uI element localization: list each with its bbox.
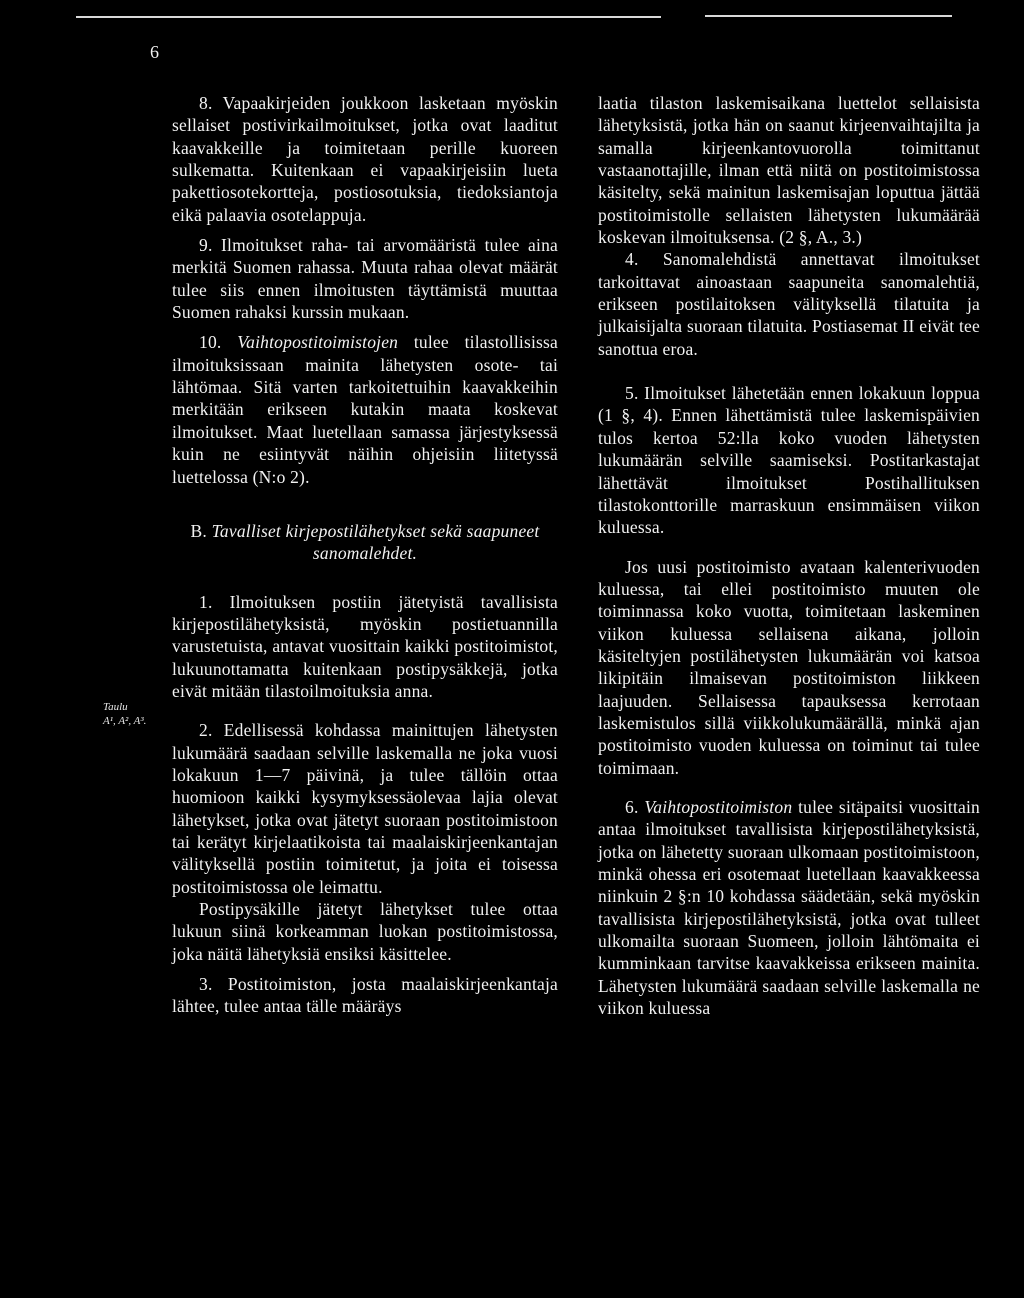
paragraph-2-continued: Postipysäkille jätetyt lähetykset tulee ottaa lukuun siinä korkeamman luokan postitoimistossa, joka näitä lähetyksiä ensiksi käsittelee. [172, 899, 558, 964]
paragraph-1: 1. Ilmoituksen postiin jätetyistä tavallisista kirjepostilähetyksistä, myöskin postietuannilla varustetuista, antavat vuosittain kaikki postitoimistot, lukuunottamatta kuitenkaan postipysäkkejä, jotka eivät mitään tilastoilmoituksia anna. [172, 591, 558, 701]
paragraph-6-text: tulee sitäpaitsi vuosittain antaa ilmoitukset tavallisista kirjepostilähetyksistä, jotka on lähetetty suoraan ulkomaan postitoimistoon, minkä ohessa eri osotemaat luetellaan kaavakkeessa niinkuin 2 §:n 10 kohdassa säädetään, sekä myöskin tavallisista kirjepostilähetyksistä, jotka ovat tulleet ulkomailta suoraan Suomeen, jolloin lähtömaita ei kumminkaan tarvitse kaavakkeissa erikseen mainita. Lähetysten lukumäärä saadaan selville laskemalla ne viikon kuluessa [598, 796, 980, 1019]
paragraph-10-term: Vaihtopostitoimistojen [237, 332, 399, 353]
paragraph-5-continued: Jos uusi postitoimisto avataan kalenterivuoden kuluessa, tai ellei postitoimisto muuten ole toiminnassa koko vuotta, toimitetaan laskeminen viikon kuluessa sellaisena aikana, jolloin käsiteltyjen postilähetysten lukumäärän voi katsoa likipitäin ilmaisevan postitoimiston liikkeen laajuuden. Sellaisessa tapauksessa kerrotaan laskemistulos sillä viikkolukumäärällä, minkä ajan postitoimisto vuoden kuluessa on toiminut tai tulee toimimaan. [598, 556, 980, 778]
paragraph-6-term: Vaihtopostitoimiston [644, 796, 793, 817]
paragraph-10 [172, 331, 558, 487]
paragraph-10-text: tulee tilastollisissa ilmoituksissaan mainita lähetysten osote- tai lähtömaa. Sitä varten tarkoitettuihin kaavakkeihin merkitään erikseen kutakin maata koskevat ilmoitukset. Maat luetellaan samassa järjestyksessä kuin ne esiintyvät näihin ohjeisiin liitetyssä luettelossa (N:o 2). [172, 332, 559, 487]
right-column [598, 92, 980, 1019]
top-rule-right [705, 15, 952, 17]
left-column [172, 92, 558, 1018]
paragraph-9: 9. Ilmoitukset raha- tai arvomääristä tulee aina merkitä Suomen rahassa. Muuta rahaa olevat määrät tulee siis ennen ilmoitusten täyttämistä muuttaa Suomen rahaksi kurssin mukaan. [172, 235, 558, 323]
margin-note [103, 700, 146, 728]
paragraph-3: 3. Postitoimiston, josta maalaiskirjeenkantaja lähtee, tulee antaa tälle määräys [172, 974, 558, 1017]
paragraph-10-number: 10. [199, 332, 222, 353]
section-heading-letter: B. [190, 520, 207, 541]
paragraph-5: 5. Ilmoitukset lähetetään ennen lokakuun loppua (1 §, 4). Ennen lähettämistä tulee laskemispäivien tulos kertoa 52:lla koko vuoden lähetysten lukumäärän selville saamiseksi. Postitarkastajat lähettävät ilmoitukset Postihallituksen tilastokonttorille marraskuun ensimmäisen viikon kuluessa. [598, 383, 980, 538]
paragraph-4: 4. Sanomalehdistä annettavat ilmoitukset tarkoittavat ainoastaan saapuneita sanomalehtiä, erikseen postilaitoksen välityksellä tilatuita ja julkaisijalta suoraan tilatuita. Postiasemat II eivät tee sanottua eroa. [598, 249, 980, 359]
paragraph-8: 8. Vapaakirjeiden joukkoon lasketaan myöskin sellaiset postivirkailmoitukset, jotka ovat laaditut kaavakkeille ja toimitetaan perille kuoreen sulkematta. Kuitenkaan ei vapaakirjeisiin lueta pakettiosotekortteja, postiosotuksia, tiedoksiantoja eikä palaavia osotelappuja. [172, 93, 558, 225]
section-heading [172, 520, 558, 565]
paragraph-2: 2. Edellisessä kohdassa mainittujen lähetysten lukumäärä saadaan selville laskemalla ne joka vuosi lokakuun 1—7 päivinä, ja tulee tällöin ottaa huomioon kaikki kysymyksessäolevaa lajia olevat lähetykset, jotka ovat jätetyt suoraan postitoimistoon tai kerätyt kirjelaatikoista tai maalaiskirjeenkantajan välityksellä postiin toimitetut, ja joita ei toisessa postitoimistossa ole leimattu. [172, 720, 558, 897]
top-rule-left [76, 16, 661, 18]
paragraph-6-number: 6. [625, 796, 639, 817]
margin-note-forms: A¹, A², A³. [103, 715, 147, 727]
paragraph-3-continued: laatia tilaston laskemisaikana luettelot sellaisista lähetyksistä, jotka hän on saanut kirjeenvaihtajilta ja samalla kirjeenkantovuorolla toimittanut vastaanottajille, ilman että niitä on postitoimistossa käsitelty, sekä mainitun laskemisajan loputtua jättää postitoimistolle sellaisten lähetysten lukumäärää koskevan ilmoituksensa. (2 §, A., 3.) [598, 93, 980, 248]
margin-note-table: Taulu [103, 701, 128, 713]
paragraph-6 [598, 796, 980, 1019]
page-number: 6 [150, 42, 159, 62]
section-heading-text: Tavalliset kirjepostilähetykset sekä saapuneet sanomalehdet. [211, 520, 540, 564]
